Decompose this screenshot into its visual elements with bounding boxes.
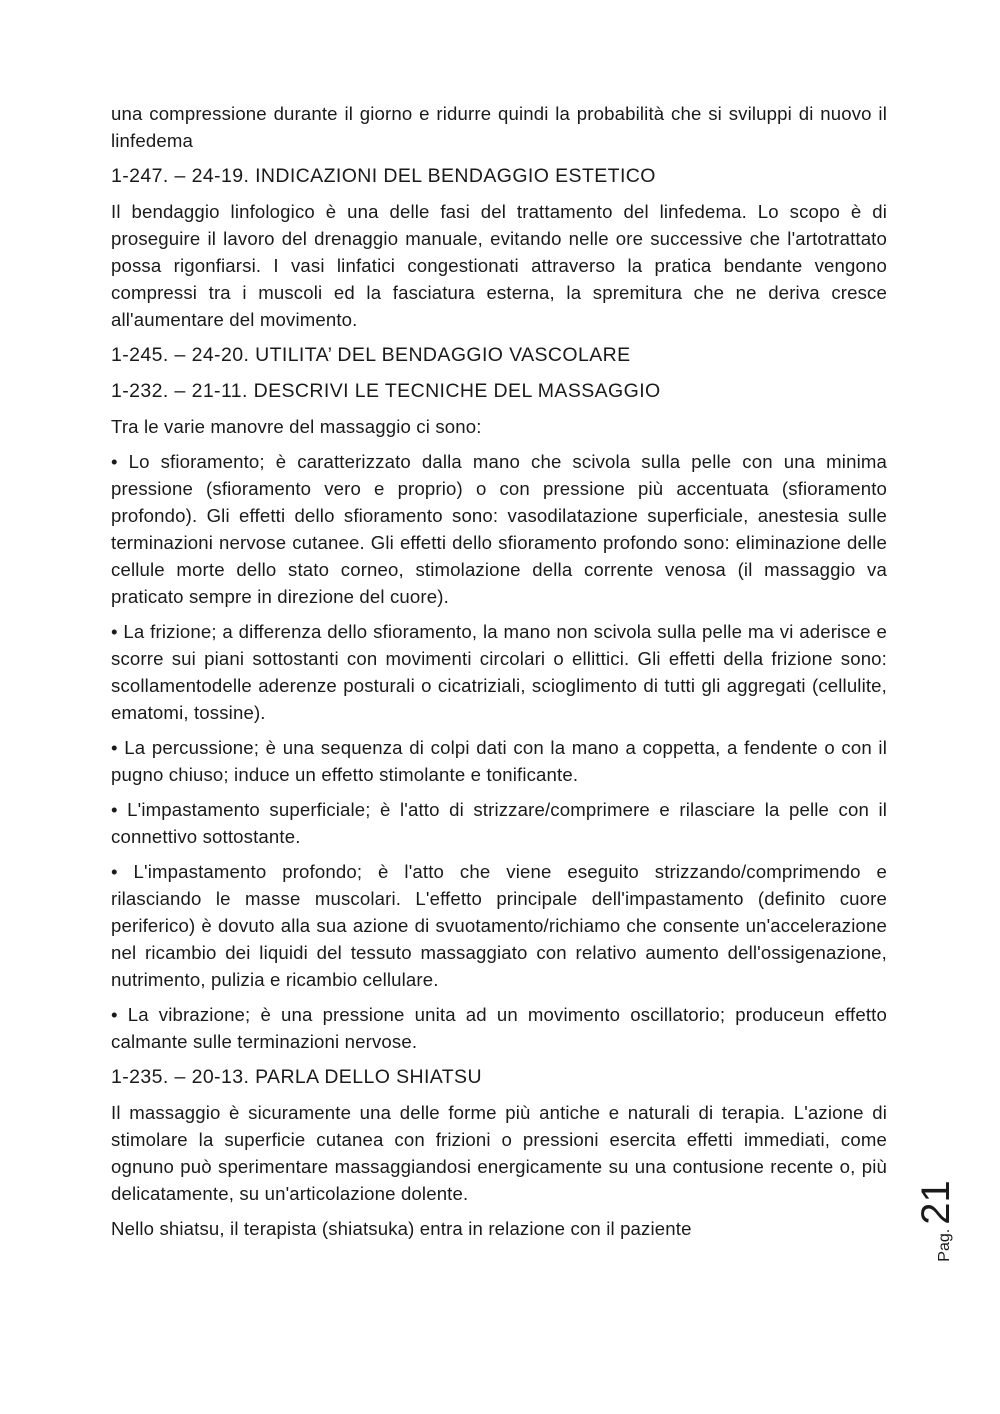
list-item-impastamento-superficiale: • L'impastamento superficiale; è l'atto di strizzare/comprimere e rilasciare la pelle con il connettivo sottostante. xyxy=(111,799,887,847)
paragraph-intro-manovre: Tra le varie manovre del massaggio ci sono: xyxy=(111,416,482,437)
list-item-vibrazione: • La vibrazione; è una pressione unita ad un movimento oscillatorio; produceun effetto calmante sulle terminazioni nervose. xyxy=(111,1004,887,1052)
paragraph-massaggio: Il massaggio è sicuramente una delle forme più antiche e naturali di terapia. L'azione di stimolare la superficie cutanea con frizioni o pressioni esercita effetti immediati, come ognuno può sperimentare massaggiandosi energicamente su una contusione recente o, più delicatamente, su un'articolazione dolente. xyxy=(111,1102,887,1204)
section-heading-tecniche-massaggio: 1-232. – 21-11. DESCRIVI LE TECNICHE DEL MASSAGGIO xyxy=(111,380,661,402)
page-number-value: 21 xyxy=(914,1180,958,1225)
list-item-frizione: • La frizione; a differenza dello sfioramento, la mano non scivola sulla pelle ma vi aderisce e scorre sui piani sottostanti con movimenti circolari o ellittici. Gli effetti della frizione sono: scollamentodelle aderenze posturali o cicatriziali, scioglimento di tutti gli aggregati (cellulite, ematomi, tossine). xyxy=(111,621,887,723)
list-item-impastamento-profondo: • L'impastamento profondo; è l'atto che viene eseguito strizzando/comprimendo e rilasciando le masse muscolari. L'effetto principale dell'impastamento (definito cuore periferico) è dovuto alla sua azione di svuotamento/richiamo che consente un'accelerazione nel ricambio dei liquidi del tessuto massaggiato con relativo aumento dell'ossigenazione, nutrimento, pulizia e ricambio cellulare. xyxy=(111,861,887,990)
paragraph-bendaggio: Il bendaggio linfologico è una delle fasi del trattamento del linfedema. Lo scopo è di proseguire il lavoro del drenaggio manuale, evitando nelle ore successive che l'artotrattato possa rigonfiarsi. I vasi linfatici congestionati attraverso la pratica bendante vengono compressi tra i muscoli ed la fasciatura esterna, la spremitura che ne deriva cresce all'aumentare del movimento. xyxy=(111,201,887,330)
section-heading-shiatsu: 1-235. – 20-13. PARLA DELLO SHIATSU xyxy=(111,1066,482,1088)
page-number-prefix: Pag. xyxy=(936,1228,953,1262)
page-number xyxy=(912,1176,960,1266)
list-item-sfioramento: • Lo sfioramento; è caratterizzato dalla mano che scivola sulla pelle con una minima pressione (sfioramento vero e proprio) o con pressione più accentuata (sfioramento profondo). Gli effetti dello sfioramento sono: vasodilatazione superficiale, anestesia sulle terminazioni nervose cutanee. Gli effetti dello sfioramento profondo sono: eliminazione delle cellule morte dello stato corneo, stimolazione della corrente venosa (il massaggio va praticato sempre in direzione del cuore). xyxy=(111,451,887,607)
section-heading-bendaggio-estetico: 1-247. – 24-19. INDICAZIONI DEL BENDAGGIO ESTETICO xyxy=(111,165,656,187)
paragraph-shiatsu: Nello shiatsu, il terapista (shiatsuka) entra in relazione con il paziente xyxy=(111,1218,692,1239)
paragraph-continuation: una compressione durante il giorno e ridurre quindi la probabilità che si sviluppi di nuovo il linfedema xyxy=(111,103,887,151)
page-content xyxy=(111,100,887,1250)
list-item-percussione: • La percussione; è una sequenza di colpi dati con la mano a coppetta, a fendente o con il pugno chiuso; induce un effetto stimolante e tonificante. xyxy=(111,737,887,785)
section-heading-bendaggio-vascolare: 1-245. – 24-20. UTILITA’ DEL BENDAGGIO VASCOLARE xyxy=(111,344,631,366)
